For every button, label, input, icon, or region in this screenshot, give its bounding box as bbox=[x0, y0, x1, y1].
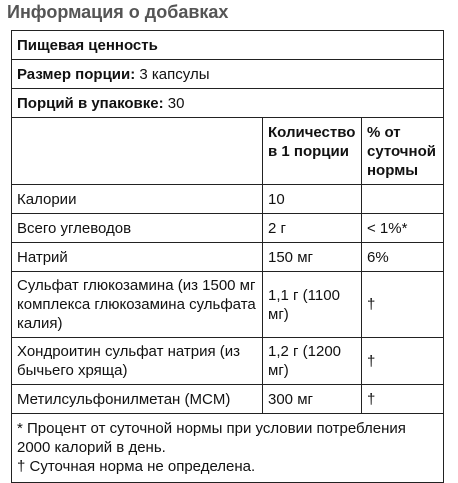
serving-size-label: Размер порции: bbox=[17, 66, 136, 83]
daily-value-column-header: % от суточной нормы bbox=[362, 118, 444, 185]
percent-footnote: * Процент от суточной нормы при условии потребления 2000 калорий в день. bbox=[17, 420, 406, 456]
nutrient-name: Сульфат глюкозамина (из 1500 мг комплекса глюкозамина сульфата калия) bbox=[12, 272, 263, 338]
serving-size bbox=[12, 60, 444, 89]
nutrient-daily-value: < 1%* bbox=[362, 214, 444, 243]
nutrient-row-glucosamine bbox=[12, 272, 444, 338]
nutrient-daily-value: † bbox=[362, 338, 444, 385]
servings-value: 30 bbox=[163, 95, 185, 112]
nutrient-daily-value: † bbox=[362, 272, 444, 338]
supplement-facts-table bbox=[11, 30, 444, 483]
serving-size-value: 3 капсулы bbox=[135, 66, 210, 83]
nutrient-name: Натрий bbox=[12, 243, 263, 272]
nutrient-row-calories bbox=[12, 185, 444, 214]
servings-label: Порций в упаковке: bbox=[17, 95, 164, 112]
nutrient-name: Калории bbox=[12, 185, 263, 214]
servings-per-container bbox=[12, 89, 444, 118]
amount-column-header: Количество в 1 порции bbox=[263, 118, 362, 185]
nutrient-row-sodium bbox=[12, 243, 444, 272]
nutrient-daily-value bbox=[362, 185, 444, 214]
nutrient-daily-value: † bbox=[362, 385, 444, 414]
page-title: Информация о добавках bbox=[7, 2, 229, 22]
footnotes bbox=[12, 414, 444, 483]
nutrient-amount: 1,1 г (1100 мг) bbox=[263, 272, 362, 338]
nutrient-amount: 10 bbox=[263, 185, 362, 214]
serving-size-row bbox=[12, 60, 444, 89]
nutrient-name: Метилсульфонилметан (MCM) bbox=[12, 385, 263, 414]
nutrient-name: Хондроитин сульфат натрия (из бычьего хряща) bbox=[12, 338, 263, 385]
nutrient-row-carbohydrates bbox=[12, 214, 444, 243]
nutrient-amount: 150 мг bbox=[263, 243, 362, 272]
nutrient-name: Всего углеводов bbox=[12, 214, 263, 243]
nutrient-row-chondroitin bbox=[12, 338, 444, 385]
header-blank-cell bbox=[12, 118, 263, 185]
nutrient-amount: 1,2 г (1200 мг) bbox=[263, 338, 362, 385]
column-header-row bbox=[12, 118, 444, 185]
nutrient-daily-value: 6% bbox=[362, 243, 444, 272]
dagger-footnote: † Суточная норма не определена. bbox=[17, 458, 256, 475]
panel-title: Пищевая ценность bbox=[12, 31, 444, 60]
footnote-row bbox=[12, 414, 444, 483]
nutrient-amount: 2 г bbox=[263, 214, 362, 243]
nutrient-amount: 300 мг bbox=[263, 385, 362, 414]
panel-title-row bbox=[12, 31, 444, 60]
nutrient-row-msm bbox=[12, 385, 444, 414]
servings-per-container-row bbox=[12, 89, 444, 118]
